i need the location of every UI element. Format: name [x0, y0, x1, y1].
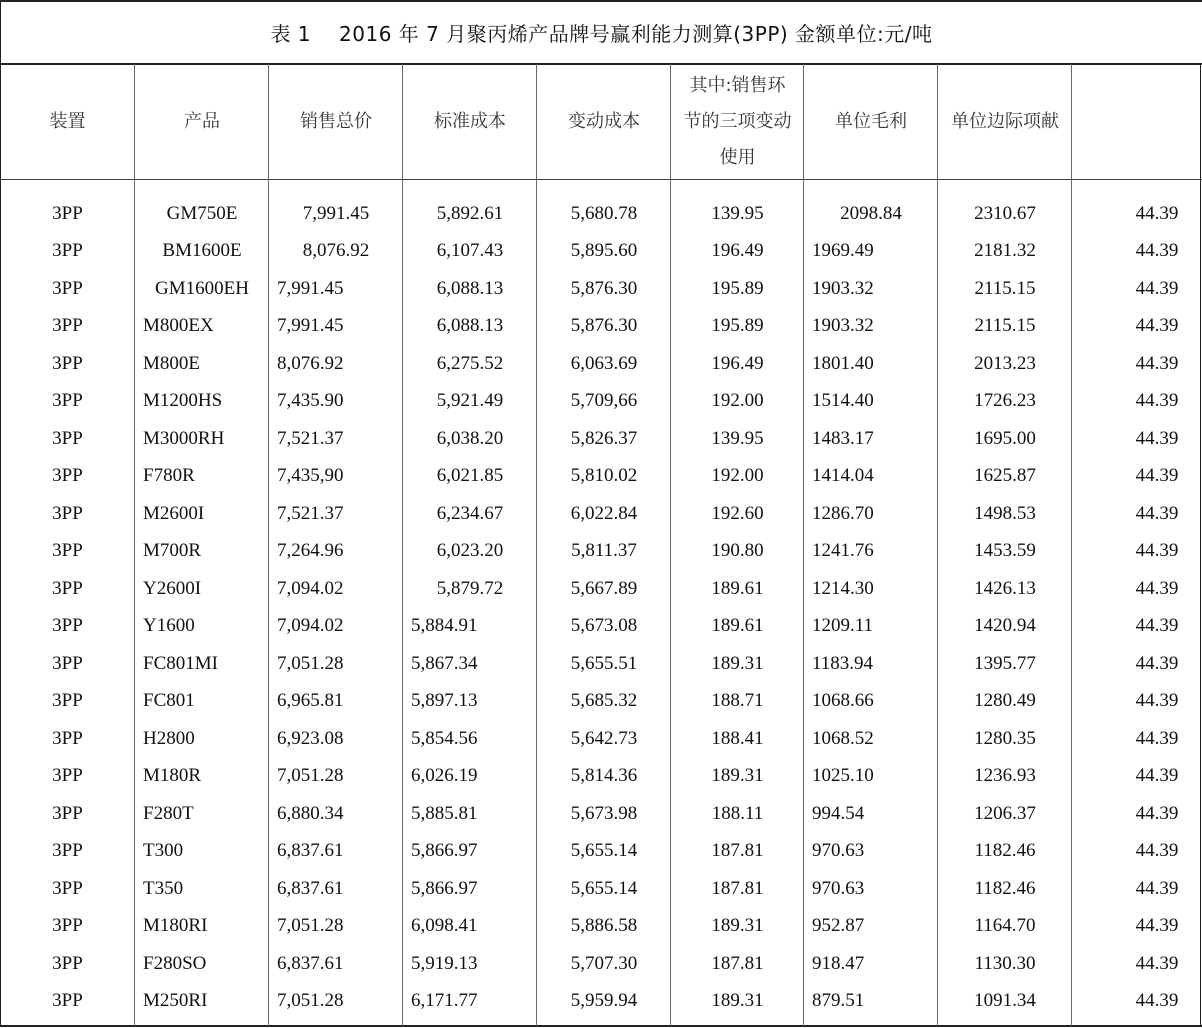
variable-cost-cell: 6,022.84	[570, 502, 638, 524]
column-divider	[937, 64, 938, 1026]
variable-cost-cell: 5,673.98	[570, 802, 638, 824]
marginal-contribution-cell: 1236.93	[974, 765, 1036, 787]
sales-expense-cell: 192.60	[711, 502, 764, 524]
sale-price-cell: 7,435,90	[277, 465, 344, 487]
device-cell: 3PP	[52, 990, 83, 1012]
sales-expense-cell: 187.81	[711, 840, 764, 862]
sale-price-cell: 6,923.08	[277, 727, 344, 749]
column-divider	[670, 64, 671, 1026]
table-row	[0, 758, 1202, 796]
column-divider	[134, 64, 135, 1026]
gross-profit-cell: 2098.84	[840, 202, 902, 224]
caption-rule	[0, 63, 1202, 65]
standard-cost-cell: 6,023.20	[436, 540, 504, 562]
header-variable-cost: 变动成本	[568, 110, 640, 132]
table-row	[0, 833, 1202, 871]
sale-price-cell: 6,965.81	[277, 690, 344, 712]
sales-expense-cell: 187.81	[711, 877, 764, 899]
gross-profit-cell: 994.54	[812, 802, 865, 824]
device-cell: 3PP	[52, 315, 83, 337]
standard-cost-cell: 5,919.13	[411, 952, 478, 974]
table-title: 2016 年 7 月聚丙烯产品牌号赢利能力测算(3PP) 金额单位:元/吨	[339, 21, 933, 46]
marginal-contribution-cell: 1091.34	[974, 990, 1036, 1012]
table-body	[0, 179, 1202, 1020]
variable-cost-cell: 5,673.08	[570, 615, 638, 637]
standard-cost-cell: 5,854.56	[411, 727, 478, 749]
gross-profit-cell: 1969.49	[812, 240, 874, 262]
sale-price-cell: 7,435.90	[277, 390, 344, 412]
standard-cost-cell: 6,026.19	[411, 765, 478, 787]
last-value-cell: 44.39	[1135, 277, 1179, 299]
gross-profit-cell: 879.51	[812, 990, 865, 1012]
table-row	[0, 645, 1202, 683]
gross-profit-cell: 1214.30	[812, 577, 874, 599]
last-value-cell: 44.39	[1135, 540, 1179, 562]
sale-price-cell: 7,051.28	[277, 990, 344, 1012]
last-value-cell: 44.39	[1135, 877, 1179, 899]
sales-expense-cell: 190.80	[711, 540, 764, 562]
variable-cost-cell: 5,811.37	[571, 540, 637, 562]
table-row	[0, 308, 1202, 346]
column-divider	[536, 64, 537, 1026]
standard-cost-cell: 5,867.34	[411, 652, 478, 674]
marginal-contribution-cell: 1130.30	[974, 952, 1036, 974]
column-divider	[803, 64, 804, 1026]
header-product: 产品	[184, 110, 220, 132]
last-value-cell: 44.39	[1135, 390, 1179, 412]
last-value-cell: 44.39	[1135, 690, 1179, 712]
marginal-contribution-cell: 1182.46	[974, 840, 1036, 862]
gross-profit-cell: 1068.66	[812, 690, 874, 712]
device-cell: 3PP	[52, 952, 83, 974]
product-cell: T350	[143, 877, 184, 899]
sale-price-cell: 7,094.02	[277, 615, 344, 637]
device-cell: 3PP	[52, 765, 83, 787]
top-rule	[0, 0, 1202, 2]
gross-profit-cell: 1183.94	[812, 652, 874, 674]
table-row	[0, 420, 1202, 458]
sales-expense-cell: 192.00	[711, 390, 764, 412]
product-cell: F280SO	[143, 952, 207, 974]
standard-cost-cell: 6,088.13	[436, 277, 504, 299]
standard-cost-cell: 5,897.13	[411, 690, 478, 712]
header-sale-price: 销售总价	[300, 110, 372, 132]
device-cell: 3PP	[52, 915, 83, 937]
variable-cost-cell: 5,709,66	[570, 390, 638, 412]
table-row	[0, 458, 1202, 496]
sale-price-cell: 7,991.45	[302, 202, 370, 224]
last-value-cell: 44.39	[1135, 765, 1179, 787]
sale-price-cell: 8,076.92	[302, 240, 370, 262]
variable-cost-cell: 5,826.37	[570, 427, 638, 449]
sale-price-cell: 7,051.28	[277, 652, 344, 674]
last-value-cell: 44.39	[1135, 840, 1179, 862]
gross-profit-cell: 1241.76	[812, 540, 874, 562]
product-cell: T300	[143, 840, 184, 862]
standard-cost-cell: 6,038.20	[436, 427, 504, 449]
marginal-contribution-cell: 2115.15	[974, 315, 1036, 337]
standard-cost-cell: 5,866.97	[411, 840, 478, 862]
sales-expense-cell: 195.89	[711, 315, 764, 337]
marginal-contribution-cell: 2181.32	[974, 240, 1036, 262]
header-device: 装置	[49, 110, 86, 132]
sales-expense-cell: 195.89	[711, 277, 764, 299]
product-cell: M180R	[143, 765, 202, 787]
product-cell: BM1600E	[162, 240, 242, 262]
sales-expense-cell: 189.61	[711, 577, 764, 599]
sale-price-cell: 7,991.45	[277, 277, 344, 299]
header-blank	[1072, 64, 1202, 179]
device-cell: 3PP	[52, 615, 83, 637]
product-cell: M180RI	[143, 915, 208, 937]
device-cell: 3PP	[52, 277, 83, 299]
last-value-cell: 44.39	[1135, 615, 1179, 637]
last-value-cell: 44.39	[1135, 315, 1179, 337]
bottom-rule	[0, 1025, 1202, 1027]
sales-expense-cell: 189.31	[711, 652, 764, 674]
product-cell: F280T	[143, 802, 194, 824]
device-cell: 3PP	[52, 465, 83, 487]
variable-cost-cell: 6,063.69	[570, 352, 638, 374]
marginal-contribution-cell: 1453.59	[974, 540, 1036, 562]
standard-cost-cell: 5,921.49	[436, 390, 504, 412]
variable-cost-cell: 5,707.30	[570, 952, 638, 974]
marginal-contribution-cell: 1206.37	[974, 802, 1036, 824]
marginal-contribution-cell: 2310.67	[974, 202, 1036, 224]
standard-cost-cell: 6,234.67	[436, 502, 504, 524]
sales-expense-cell: 188.11	[711, 802, 764, 824]
last-value-cell: 44.39	[1135, 465, 1179, 487]
column-divider	[1071, 64, 1072, 1026]
variable-cost-cell: 5,886.58	[570, 915, 638, 937]
device-cell: 3PP	[52, 352, 83, 374]
marginal-contribution-cell: 1182.46	[974, 877, 1036, 899]
last-value-cell: 44.39	[1135, 502, 1179, 524]
sale-price-cell: 7,094.02	[277, 577, 344, 599]
column-divider	[268, 64, 269, 1026]
variable-cost-cell: 5,895.60	[570, 240, 638, 262]
header-rule	[0, 179, 1202, 180]
sales-expense-cell: 189.31	[711, 990, 764, 1012]
last-value-cell: 44.39	[1135, 652, 1179, 674]
table-row	[0, 179, 1202, 233]
gross-profit-cell: 1414.04	[812, 465, 874, 487]
sale-price-cell: 8,076.92	[277, 352, 344, 374]
marginal-contribution-cell: 1498.53	[974, 502, 1036, 524]
last-value-cell: 44.39	[1135, 727, 1179, 749]
device-cell: 3PP	[52, 202, 83, 224]
header-sales-variable-expense: 其中:销售环节的三项变动使用	[683, 74, 792, 168]
marginal-contribution-cell: 1625.87	[974, 465, 1036, 487]
header-standard-cost: 标准成本	[434, 110, 506, 132]
device-cell: 3PP	[52, 502, 83, 524]
sales-expense-cell: 188.71	[711, 690, 764, 712]
device-cell: 3PP	[52, 727, 83, 749]
header-unit-marginal-contribution: 单位边际项献	[951, 110, 1059, 132]
device-cell: 3PP	[52, 877, 83, 899]
table-row	[0, 345, 1202, 383]
standard-cost-cell: 6,098.41	[411, 915, 478, 937]
table-row	[0, 270, 1202, 308]
table-row	[0, 683, 1202, 721]
standard-cost-cell: 6,088.13	[436, 315, 504, 337]
sales-expense-cell: 187.81	[711, 952, 764, 974]
sales-expense-cell: 189.31	[711, 915, 764, 937]
sales-expense-cell: 189.31	[711, 765, 764, 787]
marginal-contribution-cell: 1726.23	[974, 390, 1036, 412]
last-value-cell: 44.39	[1135, 352, 1179, 374]
header-unit-gross-profit: 单位毛利	[835, 110, 907, 132]
table-row	[0, 870, 1202, 908]
gross-profit-cell: 1903.32	[812, 315, 874, 337]
product-cell: M2600I	[143, 502, 205, 524]
sale-price-cell: 7,051.28	[277, 765, 344, 787]
standard-cost-cell: 5,884.91	[411, 615, 478, 637]
variable-cost-cell: 5,876.30	[570, 315, 638, 337]
marginal-contribution-cell: 1280.49	[974, 690, 1036, 712]
variable-cost-cell: 5,655.51	[570, 652, 638, 674]
table-row	[0, 983, 1202, 1021]
sales-expense-cell: 192.00	[711, 465, 764, 487]
device-cell: 3PP	[52, 240, 83, 262]
variable-cost-cell: 5,655.14	[570, 840, 638, 862]
variable-cost-cell: 5,680.78	[570, 202, 638, 224]
product-cell: FC801	[143, 690, 195, 712]
marginal-contribution-cell: 1280.35	[974, 727, 1036, 749]
device-cell: 3PP	[52, 427, 83, 449]
gross-profit-cell: 1801.40	[812, 352, 874, 374]
table-row	[0, 795, 1202, 833]
variable-cost-cell: 5,876.30	[570, 277, 638, 299]
product-cell: GM1600EH	[155, 277, 249, 299]
last-value-cell: 44.39	[1135, 802, 1179, 824]
gross-profit-cell: 1514.40	[812, 390, 874, 412]
standard-cost-cell: 5,892.61	[436, 202, 504, 224]
variable-cost-cell: 5,642.73	[570, 727, 638, 749]
sale-price-cell: 7,991.45	[277, 315, 344, 337]
marginal-contribution-cell: 1395.77	[974, 652, 1036, 674]
table-row	[0, 945, 1202, 983]
sale-price-cell: 7,264.96	[277, 540, 344, 562]
variable-cost-cell: 5,655.14	[570, 877, 638, 899]
table-row	[0, 495, 1202, 533]
standard-cost-cell: 6,275.52	[436, 352, 504, 374]
table-row	[0, 570, 1202, 608]
product-cell: M1200HS	[143, 390, 223, 412]
sales-expense-cell: 139.95	[711, 202, 764, 224]
variable-cost-cell: 5,667.89	[570, 577, 638, 599]
marginal-contribution-cell: 1420.94	[974, 615, 1036, 637]
sale-price-cell: 7,051.28	[277, 915, 344, 937]
device-cell: 3PP	[52, 690, 83, 712]
device-cell: 3PP	[52, 577, 83, 599]
sales-expense-cell: 196.49	[711, 240, 764, 262]
table-header-row	[0, 64, 1202, 179]
product-cell: M250RI	[143, 990, 208, 1012]
gross-profit-cell: 1903.32	[812, 277, 874, 299]
sales-expense-cell: 196.49	[711, 352, 764, 374]
sale-price-cell: 6,837.61	[277, 877, 344, 899]
standard-cost-cell: 6,021.85	[436, 465, 504, 487]
standard-cost-cell: 5,885.81	[411, 802, 478, 824]
product-cell: M800EX	[143, 315, 214, 337]
table-row	[0, 233, 1202, 271]
table-row	[0, 720, 1202, 758]
gross-profit-cell: 1068.52	[812, 727, 874, 749]
product-cell: FC801MI	[143, 652, 218, 674]
last-value-cell: 44.39	[1135, 915, 1179, 937]
gross-profit-cell: 1025.10	[812, 765, 874, 787]
product-cell: M700R	[143, 540, 202, 562]
variable-cost-cell: 5,685.32	[570, 690, 638, 712]
marginal-contribution-cell: 1426.13	[974, 577, 1036, 599]
product-cell: GM750E	[166, 202, 238, 224]
marginal-contribution-cell: 2013.23	[974, 352, 1036, 374]
table-number: 表 1	[270, 21, 312, 46]
variable-cost-cell: 5,814.36	[570, 765, 638, 787]
table-row	[0, 533, 1202, 571]
marginal-contribution-cell: 1695.00	[974, 427, 1036, 449]
product-cell: M800E	[143, 352, 200, 374]
device-cell: 3PP	[52, 840, 83, 862]
gross-profit-cell: 918.47	[812, 952, 865, 974]
gross-profit-cell: 1286.70	[812, 502, 874, 524]
table-row	[0, 608, 1202, 646]
sales-expense-cell: 189.61	[711, 615, 764, 637]
table-row	[0, 383, 1202, 421]
product-cell: F780R	[143, 465, 195, 487]
product-cell: H2800	[143, 727, 195, 749]
device-cell: 3PP	[52, 390, 83, 412]
device-cell: 3PP	[52, 652, 83, 674]
left-border	[0, 64, 1, 1026]
column-divider	[402, 64, 403, 1026]
sales-expense-cell: 188.41	[711, 727, 764, 749]
product-cell: M3000RH	[143, 427, 225, 449]
table-caption	[0, 0, 1202, 64]
last-value-cell: 44.39	[1135, 240, 1179, 262]
gross-profit-cell: 1209.11	[812, 615, 874, 637]
sales-expense-cell: 139.95	[711, 427, 764, 449]
last-value-cell: 44.39	[1135, 952, 1179, 974]
profitability-table	[0, 64, 1202, 1020]
sale-price-cell: 7,521.37	[277, 502, 344, 524]
last-value-cell: 44.39	[1135, 577, 1179, 599]
gross-profit-cell: 1483.17	[812, 427, 874, 449]
right-border	[1200, 64, 1201, 1026]
standard-cost-cell: 6,171.77	[411, 990, 478, 1012]
gross-profit-cell: 970.63	[812, 840, 865, 862]
variable-cost-cell: 5,959.94	[570, 990, 638, 1012]
product-cell: Y1600	[143, 615, 195, 637]
sale-price-cell: 6,837.61	[277, 840, 344, 862]
device-cell: 3PP	[52, 802, 83, 824]
marginal-contribution-cell: 1164.70	[974, 915, 1036, 937]
last-value-cell: 44.39	[1135, 202, 1179, 224]
last-value-cell: 44.39	[1135, 427, 1179, 449]
marginal-contribution-cell: 2115.15	[974, 277, 1036, 299]
table-row	[0, 908, 1202, 946]
sale-price-cell: 7,521.37	[277, 427, 344, 449]
device-cell: 3PP	[52, 540, 83, 562]
standard-cost-cell: 5,879.72	[436, 577, 504, 599]
sale-price-cell: 6,837.61	[277, 952, 344, 974]
last-value-cell: 44.39	[1135, 990, 1179, 1012]
standard-cost-cell: 5,866.97	[411, 877, 478, 899]
standard-cost-cell: 6,107.43	[436, 240, 504, 262]
sale-price-cell: 6,880.34	[277, 802, 344, 824]
variable-cost-cell: 5,810.02	[570, 465, 638, 487]
product-cell: Y2600I	[143, 577, 202, 599]
gross-profit-cell: 970.63	[812, 877, 865, 899]
gross-profit-cell: 952.87	[812, 915, 865, 937]
